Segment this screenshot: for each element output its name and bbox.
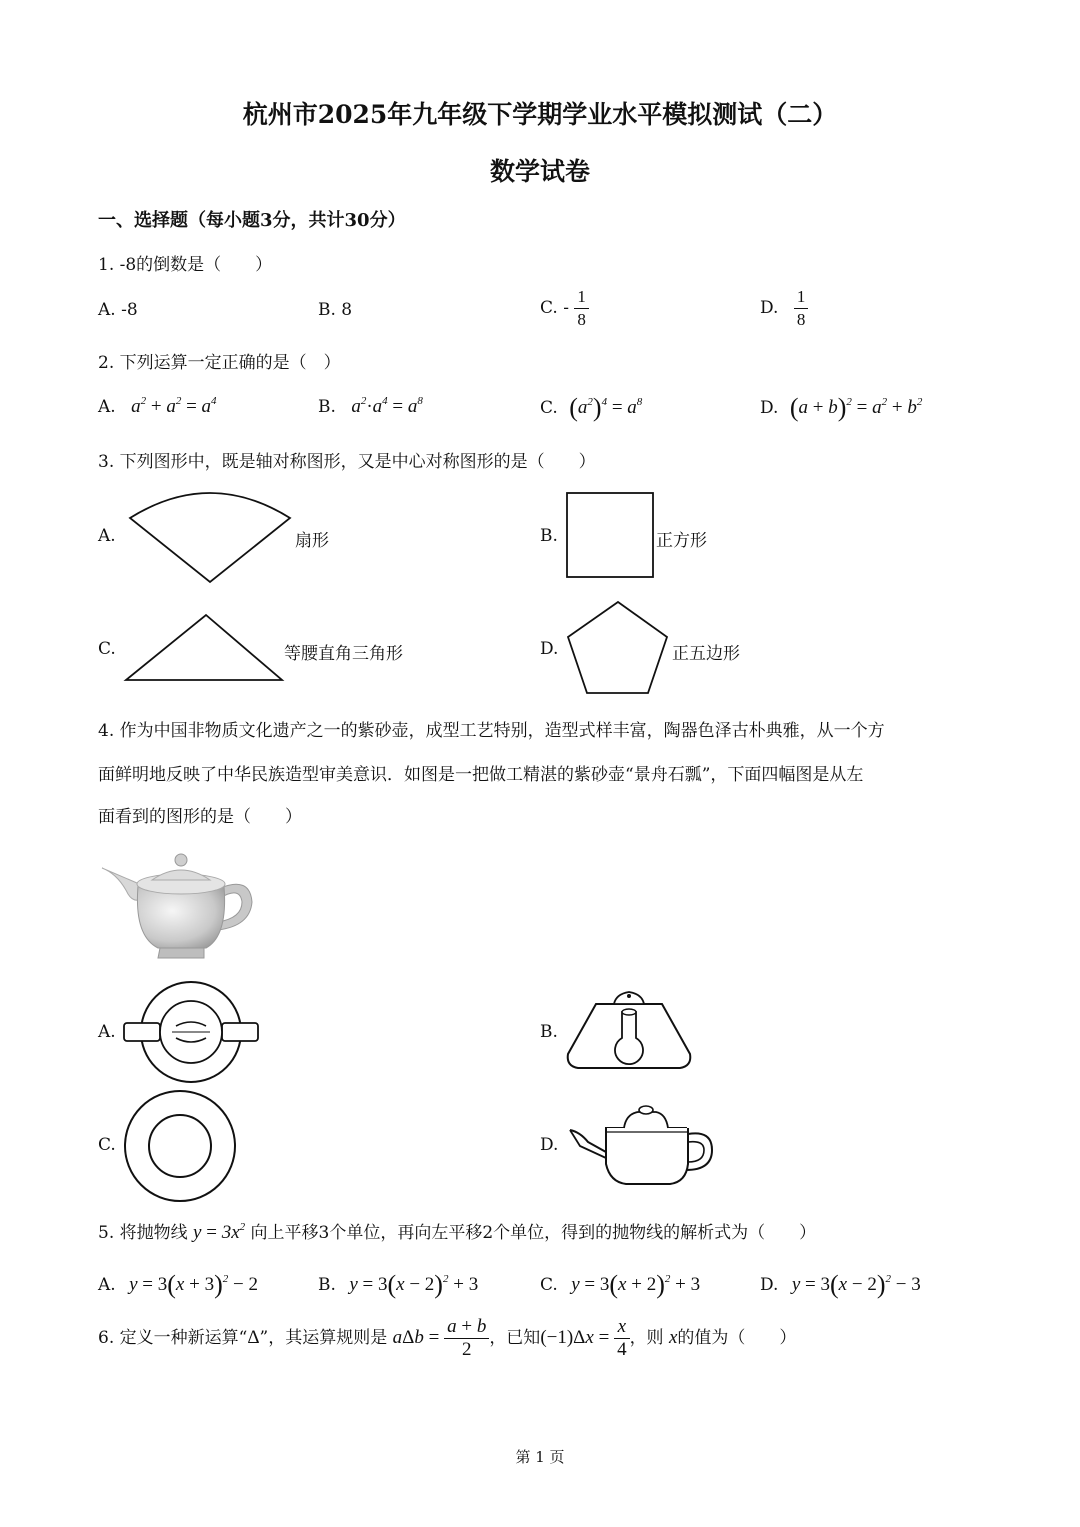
- regular-pentagon-shape: [566, 600, 670, 696]
- q1-option-d: [760, 286, 808, 331]
- q2-option-c-label: C.: [540, 398, 558, 418]
- q5-option-a: [98, 1270, 258, 1300]
- q4-option-c-figure: [120, 1090, 240, 1202]
- q6-stem-part-5: 的值为（ ）: [677, 1327, 797, 1348]
- q3-option-c-name: 等腰直角三角形: [284, 644, 403, 664]
- q1-option-d-label: D.: [760, 298, 779, 318]
- sector-shape: [118, 494, 298, 584]
- q2-option-d-formula: $(a + b)^2 = a^2 + b^2$: [789, 393, 923, 422]
- q4-option-c-label: C.: [98, 1135, 116, 1155]
- question-6-stem: [98, 1316, 796, 1361]
- q4-option-b-figure: [564, 990, 694, 1072]
- question-4-line-2: 面鲜明地反映了中华民族造型审美意识．如图是一把做工精湛的紫砂壶“景舟石瓢”，下面四幅图是从左: [98, 765, 864, 785]
- q5-option-b-label: B.: [318, 1275, 336, 1295]
- q2-option-b-label: B.: [318, 397, 336, 417]
- q2-option-a: [98, 396, 217, 418]
- question-2-stem: 2. 下列运算一定正确的是（ ）: [98, 353, 341, 373]
- q6-variable-x: x: [668, 1326, 678, 1348]
- q5-option-d-formula: $y = 3(x - 2)^2 - 3$: [791, 1270, 921, 1299]
- q3-option-a-name: 扇形: [295, 531, 329, 551]
- q2-option-a-label: A.: [98, 397, 116, 417]
- question-5-stem: [98, 1218, 816, 1244]
- q1-option-c-label: C. -: [540, 298, 569, 318]
- q1-option-a: A. -8: [98, 300, 138, 320]
- q5-option-b: [318, 1270, 478, 1300]
- q5-option-d: [760, 1270, 921, 1300]
- question-1-stem: 1. -8的倒数是（ ）: [98, 255, 273, 275]
- q6-stem-part-4: ，则: [629, 1327, 664, 1348]
- q5-option-c-formula: $y = 3(x + 2)^2 + 3$: [571, 1270, 701, 1299]
- q1-d-numerator: 1: [794, 286, 809, 309]
- q3-option-b-name: 正方形: [656, 531, 707, 551]
- page-title: 杭州市2025年九年级下学期学业水平模拟测试（二）: [242, 100, 838, 129]
- q3-option-a-label: A.: [98, 526, 116, 546]
- q5-option-c-label: C.: [540, 1275, 558, 1295]
- q1-option-b: B. 8: [318, 300, 353, 320]
- q6-delta-symbol: Δ: [247, 1326, 260, 1348]
- q5-stem-prefix: 5. 将抛物线: [98, 1223, 188, 1243]
- q5-option-c: [540, 1270, 700, 1300]
- q5-option-b-formula: $y = 3(x - 2)^2 + 3$: [349, 1270, 479, 1299]
- q4-option-d-figure: [566, 1104, 718, 1186]
- section-heading: 一、选择题（每小题3分，共计30分）: [98, 210, 406, 231]
- q3-option-d-label: D.: [540, 639, 559, 659]
- q1-c-denominator: 8: [577, 310, 586, 329]
- question-3-stem: 3. 下列图形中，既是轴对称图形，又是中心对称图形的是（ ）: [98, 452, 596, 472]
- q3-option-b-label: B.: [540, 526, 558, 546]
- q2-option-d-label: D.: [760, 398, 779, 418]
- q2-option-d: [760, 393, 922, 423]
- q4-option-a-figure: [120, 980, 262, 1084]
- q6-stem-part-2: ”，其运算规则是: [259, 1327, 388, 1348]
- question-4-line-1: 4. 作为中国非物质文化遗产之一的紫砂壶，成型工艺特别，造型式样丰富，陶器色泽古朴典雅，从一个方: [98, 721, 885, 741]
- question-4-line-3: 面看到的图形的是（ ）: [98, 807, 302, 827]
- q1-option-c: [540, 286, 589, 331]
- isosceles-right-triangle-shape: [124, 612, 286, 684]
- q6-known-formula: (−1)Δx = $\frac{x}{4}$: [540, 1327, 629, 1348]
- page-number: 第 1 页: [515, 1448, 565, 1466]
- q5-parabola-formula: $y = 3x^2$: [193, 1221, 246, 1243]
- q1-d-denominator: 8: [796, 310, 806, 329]
- page-subtitle: 数学试卷: [489, 157, 590, 186]
- q6-stem-part-1: 6. 定义一种新运算“: [98, 1327, 248, 1348]
- q1-c-numerator: 1: [574, 286, 589, 309]
- q3-option-c-label: C.: [98, 639, 116, 659]
- q2-option-c-formula: $(a^2)^4 = a^8$: [569, 393, 643, 422]
- q2-option-a-formula: $a^2 + a^2 = a^4$: [131, 395, 217, 417]
- q4-option-a-label: A.: [98, 1022, 116, 1042]
- q6-stem-part-3: ，已知: [489, 1327, 541, 1348]
- square-shape: [566, 492, 656, 580]
- q2-option-b: [318, 396, 423, 418]
- q4-option-d-label: D.: [540, 1135, 559, 1155]
- q5-option-a-formula: $y = 3(x + 3)^2 - 2$: [129, 1270, 258, 1299]
- q5-option-d-label: D.: [760, 1275, 779, 1295]
- q5-stem-suffix: 向上平移3个单位，再向左平移2个单位，得到的抛物线的解析式为（ ）: [250, 1223, 817, 1243]
- q6-rule-formula: aΔb = $\frac{a + b}{2}$: [393, 1327, 490, 1348]
- q2-option-b-formula: $a^2\cdot a^4 = a^8$: [351, 395, 423, 417]
- teapot-photo: [100, 846, 260, 962]
- q5-option-a-label: A.: [98, 1275, 116, 1295]
- q3-option-d-name: 正五边形: [672, 644, 740, 664]
- q4-option-b-label: B.: [540, 1022, 558, 1042]
- q2-option-c: [540, 393, 642, 423]
